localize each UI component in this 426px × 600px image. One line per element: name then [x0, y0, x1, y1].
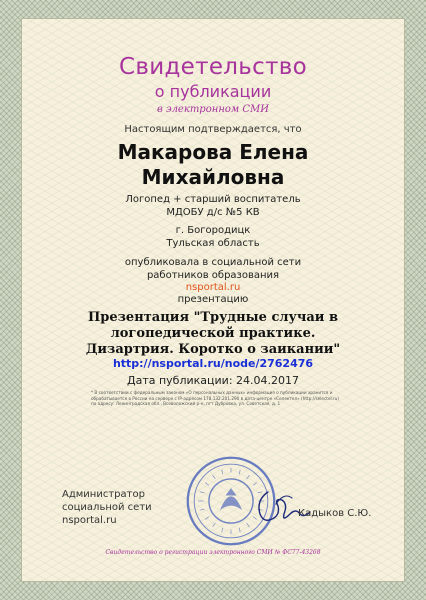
publication-title — [21, 310, 405, 358]
city-line1: г. Богородицк — [175, 225, 251, 236]
certificate-title: Свидетельство — [119, 54, 307, 80]
publication-date: Дата публикации: 24.04.2017 — [127, 374, 299, 387]
publication-title-line3: Дизартрия. Коротко о заикании" — [85, 342, 341, 357]
recipient-location — [21, 224, 405, 250]
site-logo-text — [21, 282, 405, 293]
recipient-name — [21, 140, 405, 190]
publication-type: презентацию — [177, 294, 249, 305]
position-line2: МДОБУ д/с №5 КВ — [166, 207, 260, 218]
privacy-note: * В соответствии с федеральным законом «О персональных данных» информация о публикации хранится и обрабатывается в России на сервере с IP-адресом 178.132.201.290 в дата-центре «Селектел» (http://selectel.ru) по адресу: Ленинградская обл., Всеволожский р-н, пгт Дубровка, ул. Советская, д. 1 — [91, 390, 340, 406]
recipient-name-line1: Макарова Елена — [117, 140, 309, 164]
city-line2: Тульская область — [166, 238, 260, 249]
publication-title-line1: Презентация "Трудные случаи в — [88, 310, 338, 325]
registration-footer: Свидетельство о регистрации электронного СМИ № ФС77-43268 — [105, 549, 321, 556]
signature-icon — [254, 484, 314, 528]
admin-line1: Администратор — [62, 489, 145, 500]
recipient-position — [21, 193, 405, 219]
smi-caption: в электронном СМИ — [156, 104, 270, 115]
recipient-name-line2: Михайловна — [141, 165, 285, 189]
position-line1: Логопед + старший воспитатель — [125, 194, 301, 205]
publication-title-line2: логопедической практике. — [110, 326, 316, 341]
admin-line2: социальной сети — [62, 502, 152, 513]
certificate-subtitle: о публикации — [154, 82, 272, 101]
published-line2: работников образования — [146, 270, 280, 281]
confirm-text: Настоящим подтверждается, что — [124, 124, 302, 135]
signer-name: Кадыков С.Ю. — [298, 508, 372, 519]
published-line1: опубликовала в социальной сети — [124, 257, 302, 268]
admin-line3: nsportal.ru — [62, 515, 117, 526]
site-rest: portal.ru — [197, 282, 241, 293]
admin-block — [62, 488, 152, 527]
published-text — [21, 256, 405, 282]
certificate-body — [21, 18, 405, 582]
publication-link[interactable]: http://nsportal.ru/node/2762476 — [112, 357, 314, 370]
site-ns: ns — [185, 282, 198, 293]
